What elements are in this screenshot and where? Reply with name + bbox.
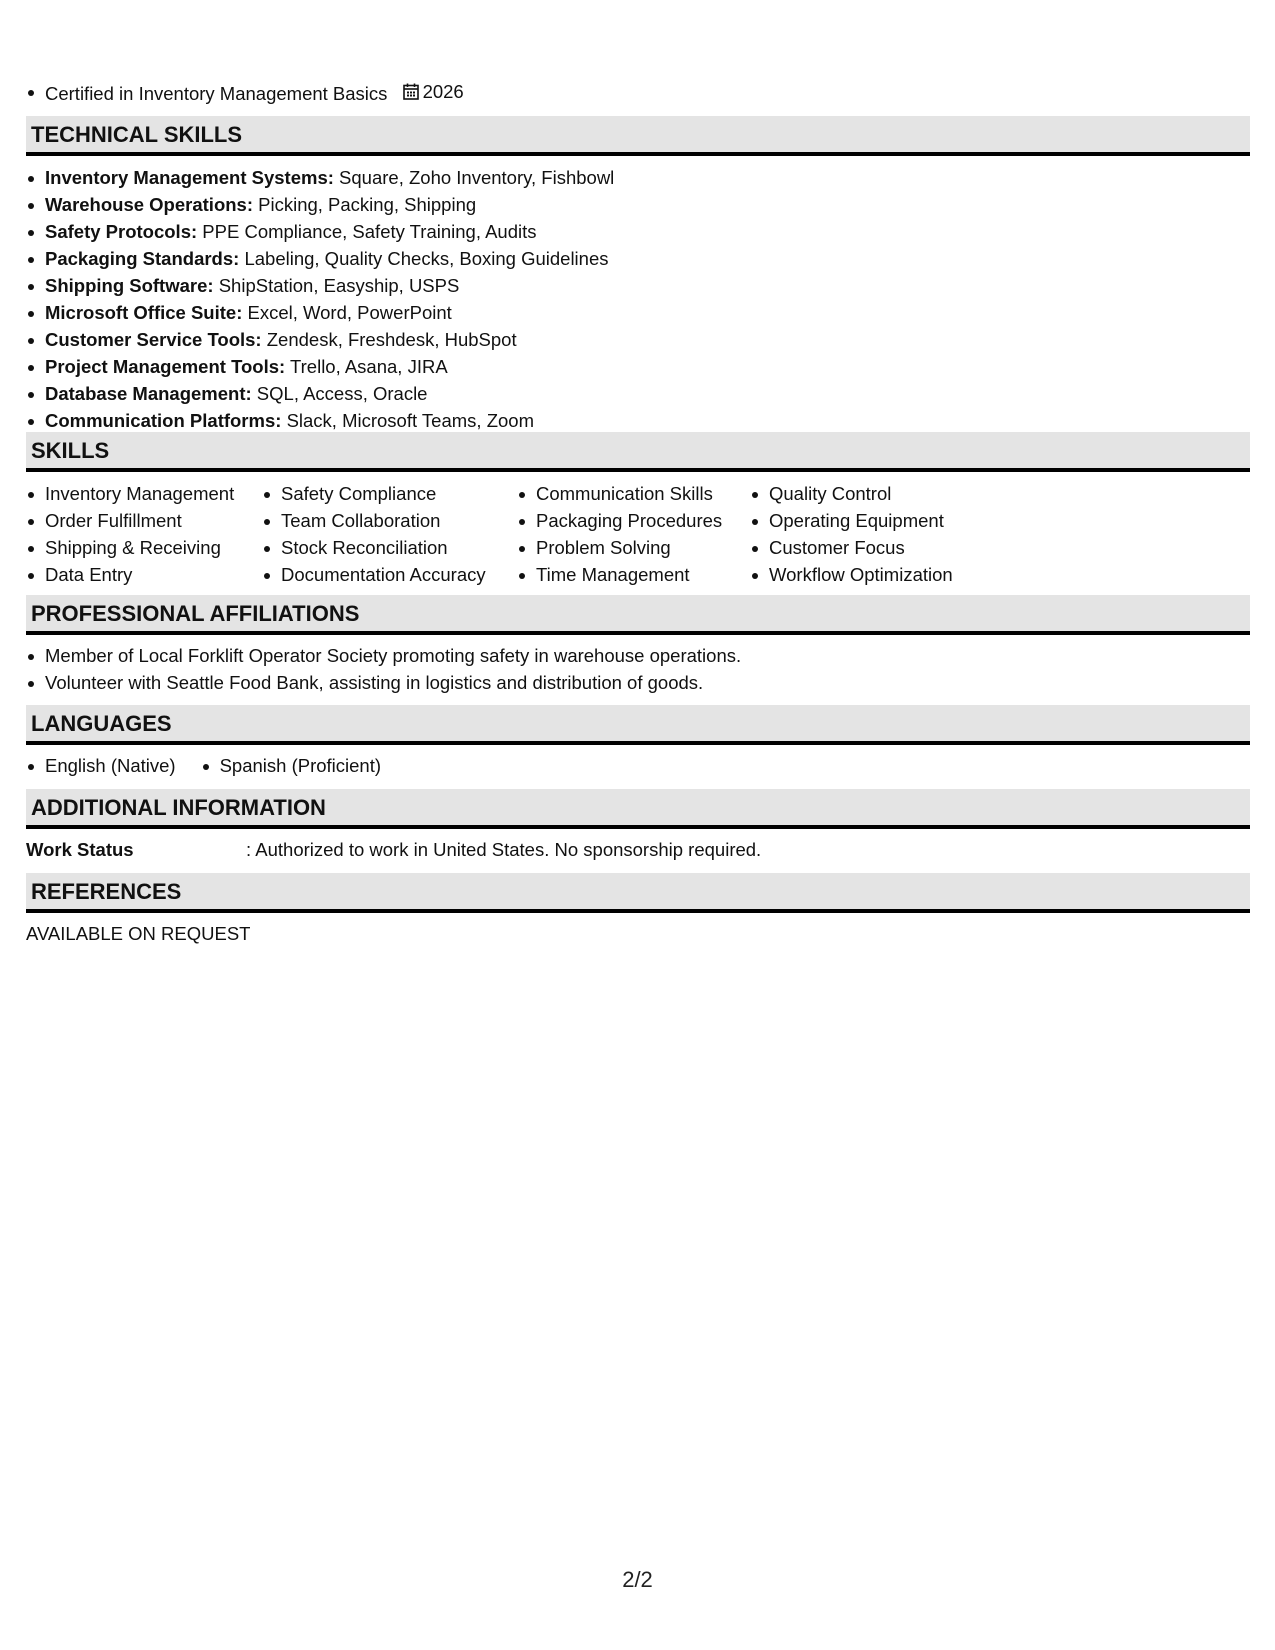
certification-list [26,78,464,107]
certification-year: 2026 [422,81,464,102]
list-item: Order Fulfillment [26,507,262,534]
list-item: Documentation Accuracy [262,561,517,588]
work-status-value: : Authorized to work in United States. No sponsorship required. [246,839,762,860]
certification-text: Certified in Inventory Management Basics [45,83,388,104]
page-number: 2/2 [622,1567,653,1592]
section-heading-languages: LANGUAGES [26,705,1250,745]
list-item: Volunteer with Seattle Food Bank, assisting in logistics and distribution of goods. [26,669,1250,696]
skills-column [26,480,262,588]
list-item: Inventory Management Systems: Square, Zoho Inventory, Fishbowl [26,164,1250,191]
section-heading-technical-skills: TECHNICAL SKILLS [26,116,1250,156]
list-item: Shipping & Receiving [26,534,262,561]
certification-date [403,78,464,105]
list-item: Team Collaboration [262,507,517,534]
skills-grid [26,480,1250,588]
calendar-icon [403,83,419,100]
certification-item [26,78,464,107]
references-text: AVAILABLE ON REQUEST [26,923,251,944]
skills-column [517,480,750,588]
list-item: Project Management Tools: Trello, Asana, JIRA [26,353,1250,380]
section-heading-additional-info: ADDITIONAL INFORMATION [26,789,1250,829]
list-item: Shipping Software: ShipStation, Easyship, USPS [26,272,1250,299]
section-heading-references: REFERENCES [26,873,1250,913]
affiliations-list [26,642,1250,696]
list-item: Warehouse Operations: Picking, Packing, Shipping [26,191,1250,218]
list-item: Inventory Management [26,480,262,507]
list-item: Packaging Procedures [517,507,750,534]
list-item: English (Native) [26,752,176,779]
skills-column [750,480,1010,588]
section-heading-skills: SKILLS [26,432,1250,472]
list-item: Data Entry [26,561,262,588]
list-item: Customer Focus [750,534,1010,561]
list-item: Problem Solving [517,534,750,561]
list-item: Member of Local Forklift Operator Society promoting safety in warehouse operations. [26,642,1250,669]
list-item: Database Management: SQL, Access, Oracle [26,380,1250,407]
languages-list [26,752,1250,779]
list-item: Communication Skills [517,480,750,507]
list-item: Communication Platforms: Slack, Microsoft Teams, Zoom [26,407,1250,434]
work-status-label: Work Status [26,839,134,860]
list-item: Spanish (Proficient) [201,752,381,779]
list-item: Microsoft Office Suite: Excel, Word, PowerPoint [26,299,1250,326]
list-item: Quality Control [750,480,1010,507]
resume-page [26,0,1250,1650]
list-item: Operating Equipment [750,507,1010,534]
skills-column [262,480,517,588]
list-item: Safety Protocols: PPE Compliance, Safety Training, Audits [26,218,1250,245]
list-item: Customer Service Tools: Zendesk, Freshdesk, HubSpot [26,326,1250,353]
list-item: Stock Reconciliation [262,534,517,561]
list-item: Safety Compliance [262,480,517,507]
list-item: Packaging Standards: Labeling, Quality Checks, Boxing Guidelines [26,245,1250,272]
technical-skills-list [26,164,1250,434]
list-item: Workflow Optimization [750,561,1010,588]
section-heading-affiliations: PROFESSIONAL AFFILIATIONS [26,595,1250,635]
work-status-row [26,836,1250,863]
list-item: Time Management [517,561,750,588]
